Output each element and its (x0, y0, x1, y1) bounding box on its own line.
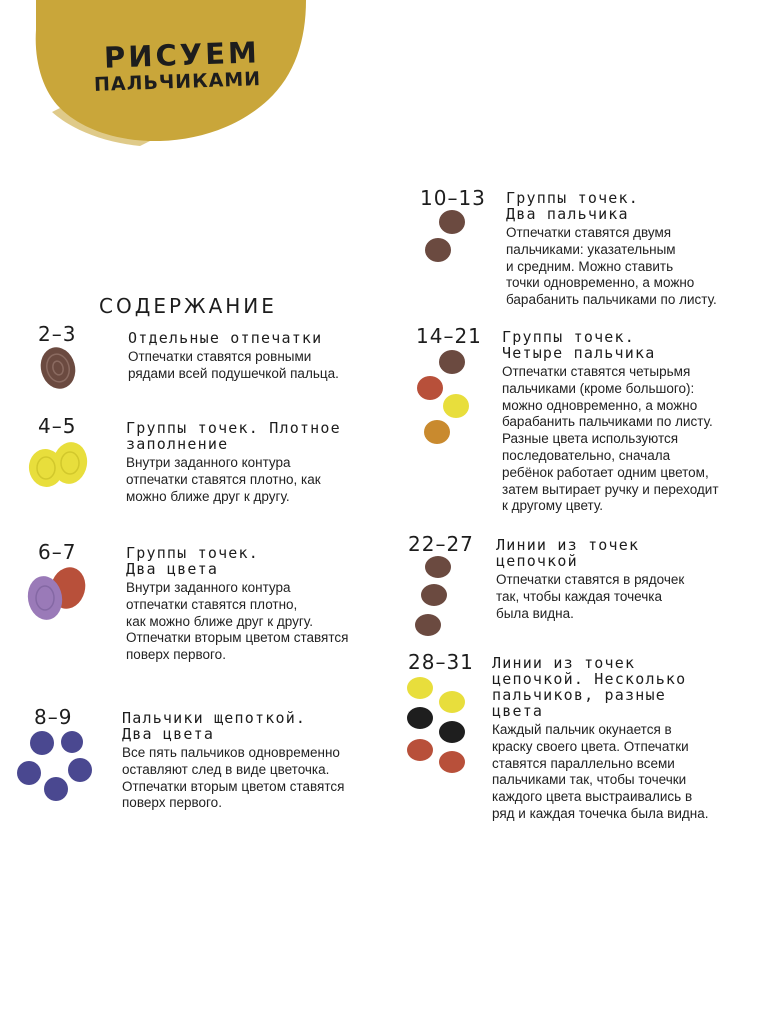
entry-description: Все пять пальчиков одновременно оставляют след в виде цветочка. Отпечатки вторым цветом ставятся поверх первого. (122, 745, 345, 811)
entry-description: Внутри заданного контура отпечатки ставятся плотно, как можно ближе друг к другу. Отпечатки вторым цветом ставятся поверх первого. (126, 580, 349, 663)
page-number: 22–27 (408, 532, 474, 556)
page-number: 10–13 (420, 186, 486, 210)
entry-title: Группы точек. Два цвета (126, 544, 259, 578)
toc-entry (122, 710, 392, 812)
page-title: РИСУЕМ (103, 35, 261, 75)
fingerprint-icon (36, 345, 80, 391)
page-number: 28–31 (408, 650, 474, 674)
entry-description: Каждый пальчик окунается в краску своего цвета. Отпечатки ставятся параллельно всеми пальчиками так, чтобы точечки каждого цвета выстраивались в ряд и каждая точечка была видна. (492, 722, 709, 821)
entry-title: Отдельные отпечатки (128, 329, 323, 347)
toc-entry (502, 329, 767, 515)
fingerprint-icon (414, 555, 460, 639)
entry-title: Группы точек. Четыре пальчика (502, 328, 656, 362)
entry-description: Отпечатки ставятся двумя пальчиками: указательным и средним. Можно ставить точки одновременно, а можно барабанить пальчиками по листу. (506, 225, 717, 308)
entry-title: Группы точек. Плотное заполнение (126, 419, 341, 453)
fingerprint-icon (16, 728, 96, 806)
toc-entry (126, 420, 386, 505)
toc-entry (506, 190, 766, 309)
toc-heading: СОДЕРЖАНИЕ (99, 294, 277, 318)
page-number: 8–9 (34, 705, 73, 729)
page-subtitle: ПАЛЬЧИКАМИ (93, 68, 262, 96)
page-number: 4–5 (38, 414, 77, 438)
toc-entry (126, 545, 396, 664)
page-number: 6–7 (38, 540, 77, 564)
entry-description: Отпечатки ставятся в рядочек так, чтобы каждая точечка была видна. (496, 572, 685, 621)
toc-entry (128, 330, 378, 383)
page-number: 14–21 (416, 324, 482, 348)
fingerprint-icon (24, 562, 88, 624)
fingerprint-icon (422, 208, 470, 264)
entry-title: Линии из точек цепочкой (496, 536, 640, 570)
entry-description: Отпечатки ставятся четырьмя пальчиками (кроме большого): можно одновременно, а можно барабанить пальчиками по листу. Разные цвета используются последовательно, сначала ребёнок работает одним цветом, затем вытирает ручку и переходит к другому цвету. (502, 364, 719, 514)
entry-description: Внутри заданного контура отпечатки ставятся плотно, как можно ближе друг к другу. (126, 455, 321, 504)
fingerprint-icon (26, 440, 90, 490)
toc-entry (496, 537, 756, 622)
fingerprint-icon (412, 348, 476, 448)
entry-title: Пальчики щепоткой. Два цвета (122, 709, 307, 743)
toc-entry (492, 655, 762, 823)
entry-title: Линии из точек цепочкой. Несколько пальчиков, разные цвета (492, 654, 687, 720)
fingerprint-icon (402, 674, 472, 776)
page-number: 2–3 (38, 322, 77, 346)
entry-title: Группы точек. Два пальчика (506, 189, 639, 223)
entry-description: Отпечатки ставятся ровными рядами всей подушечкой пальца. (128, 349, 339, 381)
